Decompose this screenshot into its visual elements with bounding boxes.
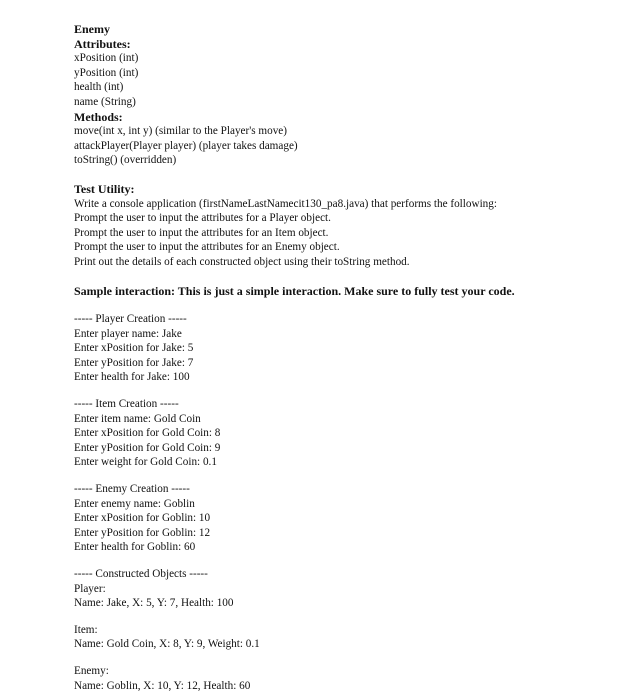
- player-label: Player:: [74, 582, 106, 595]
- method-item: toString() (overridden): [74, 154, 177, 167]
- sample-line: Enter xPosition for Goblin: 10: [74, 512, 211, 525]
- spacer: [74, 168, 594, 182]
- sample-line: Enter player name: Jake: [74, 327, 182, 340]
- test-utility-intro: Write a console application (firstNameLastNamecit130_pa8.java) that performs the following:: [74, 197, 497, 210]
- test-utility-step: Prompt the user to input the attributes for an Item object.: [74, 226, 329, 239]
- enemy-details: Name: Goblin, X: 10, Y: 12, Health: 60: [74, 679, 251, 692]
- item-label: Item:: [74, 623, 98, 636]
- spacer: [74, 385, 594, 397]
- attributes-heading: Attributes:: [74, 36, 131, 51]
- attribute-item: health (int): [74, 81, 124, 94]
- sample-line: Enter weight for Gold Coin: 0.1: [74, 456, 217, 469]
- sample-line: ----- Player Creation -----: [74, 313, 187, 326]
- test-utility-section: [74, 182, 594, 270]
- player-creation-block: [74, 312, 594, 385]
- test-utility-heading: Test Utility:: [74, 181, 135, 196]
- sample-line: Enter xPosition for Gold Coin: 8: [74, 427, 221, 440]
- attribute-item: yPosition (int): [74, 66, 139, 79]
- method-item: move(int x, int y) (similar to the Player's move): [74, 125, 287, 138]
- sample-line: Enter yPosition for Jake: 7: [74, 356, 194, 369]
- spacer: [74, 270, 594, 284]
- sample-line: Enter enemy name: Goblin: [74, 497, 195, 510]
- attribute-item: xPosition (int): [74, 52, 139, 65]
- document-page: [74, 22, 594, 693]
- spacer: [74, 652, 594, 664]
- test-utility-step: Prompt the user to input the attributes for an Enemy object.: [74, 241, 340, 254]
- sample-heading: Sample interaction: This is just a simple interaction. Make sure to fully test your code.: [74, 283, 515, 298]
- methods-heading: Methods:: [74, 109, 123, 124]
- item-details: Name: Gold Coin, X: 8, Y: 9, Weight: 0.1: [74, 638, 260, 651]
- sample-line: Enter yPosition for Goblin: 12: [74, 526, 211, 539]
- spacer: [74, 298, 594, 312]
- enemy-title: Enemy: [74, 22, 110, 36]
- player-details: Name: Jake, X: 5, Y: 7, Health: 100: [74, 597, 234, 610]
- sample-line: Enter health for Goblin: 60: [74, 541, 196, 554]
- spacer: [74, 470, 594, 482]
- constructed-objects-block: [74, 567, 594, 693]
- attribute-item: name (String): [74, 95, 136, 108]
- enemy-label: Enemy:: [74, 664, 109, 677]
- test-utility-step: Print out the details of each constructed object using their toString method.: [74, 255, 410, 268]
- enemy-section: [74, 22, 594, 168]
- sample-line: Enter yPosition for Gold Coin: 9: [74, 441, 221, 454]
- sample-line: Enter health for Jake: 100: [74, 371, 190, 384]
- enemy-creation-block: [74, 482, 594, 555]
- method-item: attackPlayer(Player player) (player takes damage): [74, 139, 298, 152]
- constructed-heading: ----- Constructed Objects -----: [74, 568, 208, 580]
- test-utility-step: Prompt the user to input the attributes for a Player object.: [74, 212, 331, 225]
- spacer: [74, 611, 594, 623]
- sample-line: Enter xPosition for Jake: 5: [74, 342, 194, 355]
- spacer: [74, 555, 594, 567]
- sample-line: ----- Enemy Creation -----: [74, 483, 190, 496]
- sample-line: Enter item name: Gold Coin: [74, 412, 201, 425]
- sample-line: ----- Item Creation -----: [74, 398, 179, 411]
- item-creation-block: [74, 397, 594, 470]
